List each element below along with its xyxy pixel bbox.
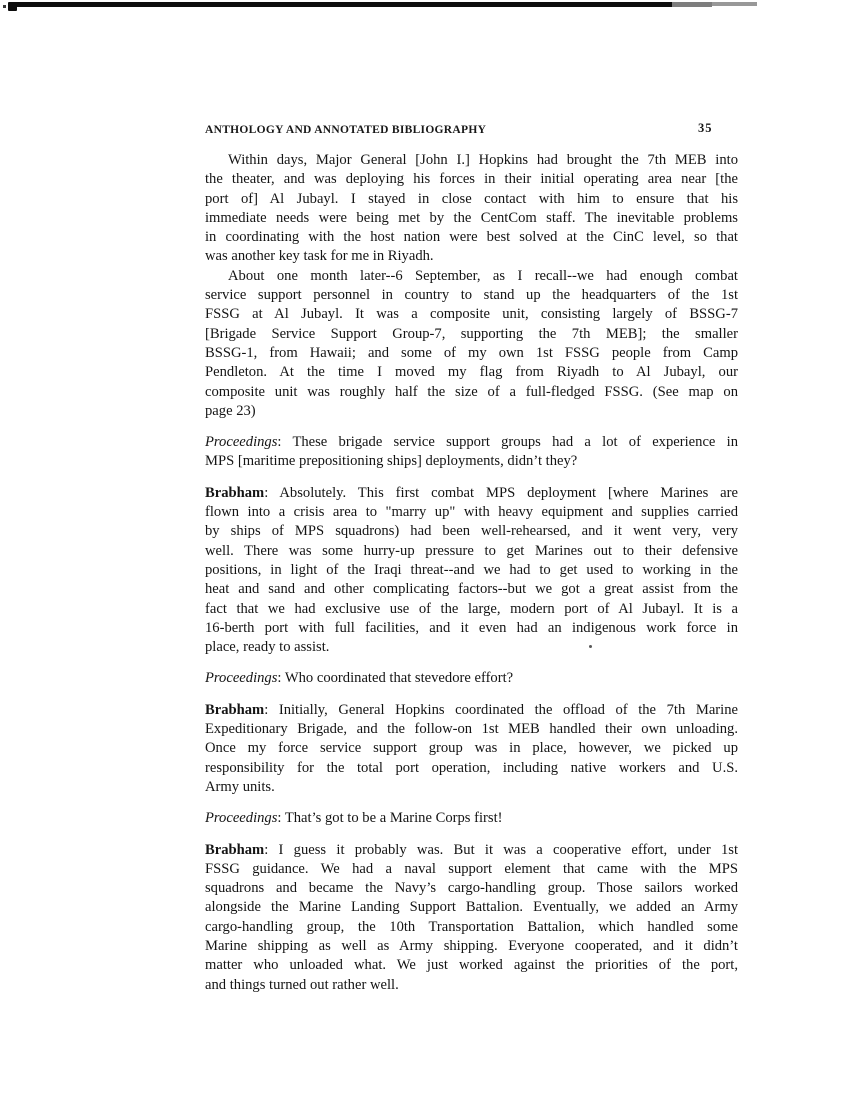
qa-paragraph <box>205 701 738 797</box>
running-header <box>205 121 738 136</box>
speaker-name: Proceedings <box>205 434 278 451</box>
text-line: FSSG at Al Jubayl. It was a composite unit, consisting largely of BSSG-7 <box>205 306 738 323</box>
text-line: Proceedings: That’s got to be a Marine Corps first! <box>205 810 503 827</box>
text-line: Proceedings: Who coordinated that stevedore effort? <box>205 670 514 687</box>
text-line: MPS [maritime prepositioning ships] deployments, didn’t they? <box>205 453 578 470</box>
text-line: Army units. <box>205 778 275 795</box>
text-line: place, ready to assist. <box>205 639 330 656</box>
scan-artifact-speck <box>3 5 6 8</box>
qa-paragraph <box>205 433 738 472</box>
scan-artifact-bar-black <box>14 2 672 7</box>
text-line: service support personnel in country to stand up the headquarters of the 1st <box>205 287 738 304</box>
text-line: composite unit was roughly half the size of a full-fledged FSSG. (See map on <box>205 383 738 400</box>
scan-artifact-bar-light <box>712 2 757 6</box>
narrative-paragraph <box>205 267 738 421</box>
text-line: fact that we had exclusive use of the large, modern port of Al Jubayl. It is a <box>205 600 738 617</box>
qa-paragraph <box>205 841 738 995</box>
text-line: BSSG-1, from Hawaii; and some of my own 1st FSSG people from Camp <box>205 344 738 361</box>
text-line: Marine shipping as well as Army shipping. Everyone cooperated, and it didn’t <box>205 937 738 954</box>
text-line: alongside the Marine Landing Support Battalion. Eventually, we added an Army <box>205 899 738 916</box>
speaker-name: Brabham <box>205 484 265 501</box>
text-line: port of] Al Jubayl. I stayed in close contact with him to ensure that his <box>205 190 738 207</box>
text-line: Within days, Major General [John I.] Hopkins had brought the 7th MEB into <box>228 152 738 168</box>
text-line: Once my force service support group was in place, however, we picked up <box>205 740 738 757</box>
text-line: 16-berth port with full facilities, and it even had an indigenous work force in <box>205 619 738 636</box>
text-line: flown into a crisis area to "marry up" with heavy equipment and supplies carried <box>205 504 738 521</box>
text-line: well. There was some hurry-up pressure to get Marines out to their defensive <box>205 542 738 559</box>
text-line: in coordinating with the host nation were best solved at the CinC level, so that <box>205 229 738 246</box>
text-line: page 23) <box>205 402 256 419</box>
speaker-name: Proceedings <box>205 810 278 827</box>
qa-paragraph <box>205 484 738 658</box>
text-line: immediate needs were being met by the CentCom staff. The inevitable problems <box>205 209 738 226</box>
text-line: [Brigade Service Support Group-7, supporting the 7th MEB]; the smaller <box>205 325 738 342</box>
text-line: heat and sand and other complicating factors--but we got a great assist from the <box>205 581 738 598</box>
text-line: Brabham: I guess it probably was. But it was a cooperative effort, under 1st <box>205 841 738 858</box>
text-line: cargo-handling group, the 10th Transportation Battalion, which handled some <box>205 918 738 935</box>
narrative-paragraph <box>205 151 738 267</box>
speaker-name: Brabham <box>205 701 265 718</box>
page-body-text <box>205 151 738 1007</box>
text-line: Pendleton. At the time I moved my flag from Riyadh to Al Jubayl, our <box>205 364 738 381</box>
text-line: matter who unloaded what. We just worked against the priorities of the port, <box>205 957 738 974</box>
text-line: responsibility for the total port operation, including native workers and U.S. <box>205 759 738 776</box>
text-line: About one month later--6 September, as I recall--we had enough combat <box>228 267 738 284</box>
speaker-name: Brabham <box>205 841 265 858</box>
text-line: positions, in light of the Iraqi threat--and we had to get used to working in the <box>205 561 738 578</box>
qa-paragraph <box>205 809 738 828</box>
text-line: Expeditionary Brigade, and the follow-on 1st MEB handled their own unloading. <box>205 721 738 738</box>
text-line: FSSG guidance. We had a naval support element that came with the MPS <box>205 860 738 877</box>
text-line: squadrons and became the Navy’s cargo-handling group. Those sailors worked <box>205 880 738 897</box>
text-line: by ships of MPS squadrons) had been well-rehearsed, and it went very, very <box>205 523 738 540</box>
text-line: and things turned out rather well. <box>205 976 399 993</box>
text-line: Brabham: Initially, General Hopkins coordinated the offload of the 7th Marine <box>205 701 738 718</box>
qa-paragraph <box>205 669 738 688</box>
text-line: Proceedings: These brigade service support groups had a lot of experience in <box>205 434 738 451</box>
scan-artifact-bar-gray <box>672 2 712 7</box>
text-line: Brabham: Absolutely. This first combat MPS deployment [where Marines are <box>205 484 738 501</box>
running-header-title: ANTHOLOGY AND ANNOTATED BIBLIOGRAPHY <box>205 124 487 136</box>
text-line: the theater, and was deploying his forces in their initial operating area near [the <box>205 171 738 188</box>
page-number: 35 <box>698 121 713 135</box>
speaker-name: Proceedings <box>205 670 278 687</box>
text-line: was another key task for me in Riyadh. <box>205 248 434 265</box>
